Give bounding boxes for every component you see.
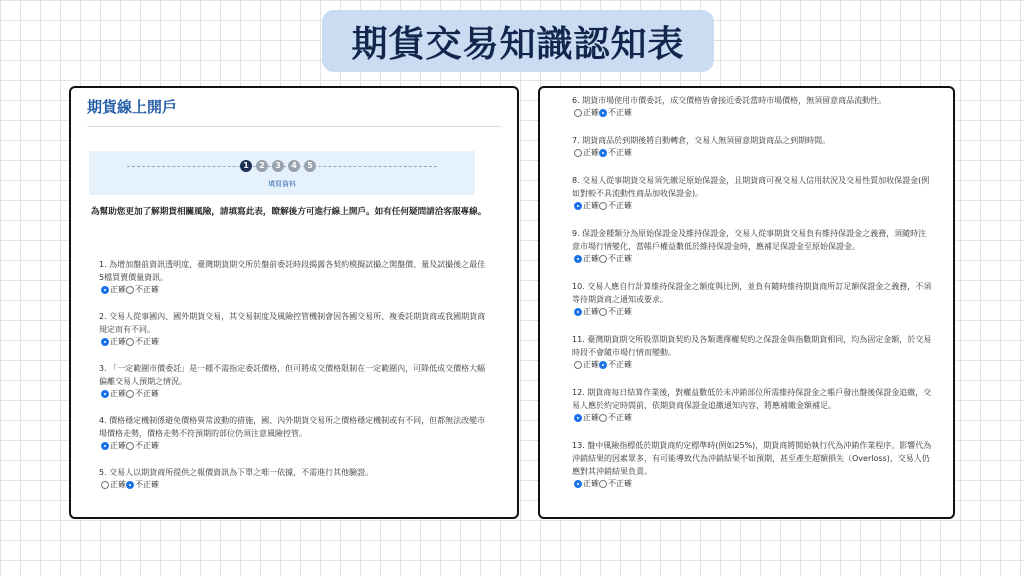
radio-button[interactable] xyxy=(126,481,134,489)
option-label: 正確 xyxy=(583,307,599,316)
option-correct[interactable] xyxy=(574,478,599,490)
answer-options xyxy=(574,412,934,424)
question-item xyxy=(562,174,934,212)
step-4: 4 xyxy=(288,160,300,172)
option-label: 正確 xyxy=(110,285,126,294)
option-label: 不正確 xyxy=(608,254,632,263)
option-label: 正確 xyxy=(583,413,599,422)
radio-button[interactable] xyxy=(574,361,582,369)
option-correct[interactable] xyxy=(101,388,126,400)
answer-options xyxy=(574,478,934,490)
panel-heading: 期貨線上開戶 xyxy=(87,96,501,127)
left-panel xyxy=(69,86,519,519)
right-panel xyxy=(538,86,955,519)
stepper-steps xyxy=(240,160,316,172)
option-incorrect[interactable] xyxy=(599,359,632,371)
question-item xyxy=(562,227,934,265)
question-item xyxy=(562,134,934,159)
option-correct[interactable] xyxy=(101,336,126,348)
option-label: 不正確 xyxy=(608,307,632,316)
option-correct[interactable] xyxy=(574,253,599,265)
option-label: 不正確 xyxy=(135,337,159,346)
question-item xyxy=(89,466,489,491)
answer-options xyxy=(101,440,489,452)
radio-button[interactable] xyxy=(599,480,607,488)
question-list-left xyxy=(89,258,489,505)
option-label: 不正確 xyxy=(608,360,632,369)
option-label: 正確 xyxy=(583,201,599,210)
question-item xyxy=(89,362,489,400)
option-correct[interactable] xyxy=(574,412,599,424)
title-banner xyxy=(322,10,714,72)
question-item xyxy=(89,414,489,452)
step-3: 3 xyxy=(272,160,284,172)
radio-button[interactable] xyxy=(574,480,582,488)
radio-button[interactable] xyxy=(126,338,134,346)
option-label: 不正確 xyxy=(608,479,632,488)
option-incorrect[interactable] xyxy=(599,200,632,212)
question-text: 7. 期貨商品於到期後將自動轉倉，交易人無須留意期貨商品之到期時間。 xyxy=(572,136,831,145)
question-text: 11. 臺灣期貨期交所股票期貨契約及各類選擇權契約之保證金與指數期貨相同，均為固定金額，於交易時段不會隨市場行情而變動。 xyxy=(572,335,932,357)
answer-options xyxy=(574,253,934,265)
question-text: 2. 交易人從事國內、國外期貨交易，其交易制度及風險控管機制會因各國交易所、複委託期貨商或我國期貨商規定而有不同。 xyxy=(99,312,486,334)
option-correct[interactable] xyxy=(574,200,599,212)
option-label: 不正確 xyxy=(608,108,632,117)
option-correct[interactable] xyxy=(574,107,599,119)
option-correct[interactable] xyxy=(574,306,599,318)
option-correct[interactable] xyxy=(101,440,126,452)
option-label: 不正確 xyxy=(135,389,159,398)
radio-button[interactable] xyxy=(574,109,582,117)
radio-button[interactable] xyxy=(574,414,582,422)
question-text: 12. 期貨商每日結算作業後，對權益數低於未沖銷部位所需維持保證金之帳戶發出盤後保證金追繳，交易人應於約定時間前，依期貨商保證金追繳通知內容，將應補繳金額補足。 xyxy=(572,388,932,410)
answer-options xyxy=(574,147,934,159)
option-incorrect[interactable] xyxy=(599,478,632,490)
option-label: 正確 xyxy=(583,479,599,488)
option-incorrect[interactable] xyxy=(126,284,159,296)
question-text: 3. 「一定範圍市價委託」是一種不需指定委託價格，但可將成交價格限制在一定範圍內，可降低成交價格大幅偏離交易人預期之情況。 xyxy=(99,364,486,386)
step-label: 填寫資料 xyxy=(268,180,296,188)
option-label: 不正確 xyxy=(135,480,159,489)
option-label: 正確 xyxy=(110,337,126,346)
option-label: 不正確 xyxy=(608,413,632,422)
progress-stepper xyxy=(89,151,475,195)
radio-button[interactable] xyxy=(101,286,109,294)
radio-button[interactable] xyxy=(126,442,134,450)
option-correct[interactable] xyxy=(574,147,599,159)
question-text: 6. 期貨市場使用市價委託，成交價格皆會接近委託當時市場價格，無須留意商品流動性。 xyxy=(572,96,887,105)
option-incorrect[interactable] xyxy=(126,440,159,452)
question-item xyxy=(562,386,934,424)
option-correct[interactable] xyxy=(101,284,126,296)
radio-button[interactable] xyxy=(101,442,109,450)
option-label: 正確 xyxy=(110,480,126,489)
page-title: 期貨交易知識認知表 xyxy=(351,23,685,65)
option-label: 正確 xyxy=(110,441,126,450)
radio-button[interactable] xyxy=(574,149,582,157)
answer-options xyxy=(574,306,934,318)
question-list-right xyxy=(562,94,934,505)
step-1: 1 xyxy=(240,160,252,172)
question-item xyxy=(89,258,489,296)
question-text: 5. 交易人以期貨商所提供之報價資訊為下單之唯一依據，不需進行其他驗證。 xyxy=(99,468,374,477)
radio-button[interactable] xyxy=(599,109,607,117)
option-incorrect[interactable] xyxy=(599,253,632,265)
option-incorrect[interactable] xyxy=(599,147,632,159)
option-incorrect[interactable] xyxy=(126,479,159,491)
radio-button[interactable] xyxy=(101,390,109,398)
option-incorrect[interactable] xyxy=(126,388,159,400)
radio-button[interactable] xyxy=(126,390,134,398)
step-2: 2 xyxy=(256,160,268,172)
option-label: 正確 xyxy=(583,108,599,117)
option-label: 正確 xyxy=(583,148,599,157)
answer-options xyxy=(101,479,489,491)
option-incorrect[interactable] xyxy=(126,336,159,348)
option-label: 不正確 xyxy=(608,148,632,157)
question-item xyxy=(562,333,934,371)
question-item xyxy=(562,94,934,119)
radio-button[interactable] xyxy=(574,308,582,316)
radio-button[interactable] xyxy=(599,149,607,157)
question-item xyxy=(562,439,934,490)
answer-options xyxy=(574,359,934,371)
answer-options xyxy=(101,388,489,400)
radio-button[interactable] xyxy=(599,414,607,422)
option-label: 不正確 xyxy=(608,201,632,210)
radio-button[interactable] xyxy=(574,255,582,263)
radio-button[interactable] xyxy=(101,481,109,489)
answer-options xyxy=(574,200,934,212)
question-text: 10. 交易人應自行計算維持保證金之額度與比例，並負有隨時維持期貨商所訂足額保證金之義務，不須等待期貨商之通知或要求。 xyxy=(572,282,932,304)
radio-button[interactable] xyxy=(599,361,607,369)
option-label: 正確 xyxy=(583,254,599,263)
option-label: 正確 xyxy=(110,389,126,398)
radio-button[interactable] xyxy=(599,202,607,210)
option-incorrect[interactable] xyxy=(599,107,632,119)
option-correct[interactable] xyxy=(574,359,599,371)
question-text: 4. 價格穩定機制係避免價格異常波動的措施，國、內外期貨交易所之價格穩定機制或有不同，但都無法改變市場價格走勢，價格走勢不符預期的部位仍須注意風險控管。 xyxy=(99,416,486,438)
option-correct[interactable] xyxy=(101,479,126,491)
radio-button[interactable] xyxy=(599,255,607,263)
question-text: 13. 盤中風險指標低於期貨商約定標準時(例如25%)，期貨商將開始執行代為沖銷作業程序。影響代為沖銷結果的因素眾多，有可能導致代為沖銷結果不如預期，甚至產生超額損失（Overloss)，交易人仍應對其沖銷結果負責。 xyxy=(572,441,932,476)
answer-options xyxy=(101,336,489,348)
question-item xyxy=(562,280,934,318)
answer-options xyxy=(101,284,489,296)
radio-button[interactable] xyxy=(126,286,134,294)
question-item xyxy=(89,310,489,348)
radio-button[interactable] xyxy=(574,202,582,210)
question-text: 9. 保證金種類分為原始保證金及維持保證金，交易人從事期貨交易負有維持保證金之義務，須隨時注意市場行情變化，當帳戶權益數低於維持保證金時，應補足保證金至原始保證金。 xyxy=(572,229,927,251)
question-text: 8. 交易人從事期貨交易須先繳足原始保證金，且期貨商可視交易人信用狀況及交易性質加收保證金(例如對較不具流動性商品加收保證金)。 xyxy=(572,176,930,198)
answer-options xyxy=(574,107,934,119)
radio-button[interactable] xyxy=(599,308,607,316)
option-incorrect[interactable] xyxy=(599,306,632,318)
option-label: 不正確 xyxy=(135,285,159,294)
radio-button[interactable] xyxy=(101,338,109,346)
option-label: 不正確 xyxy=(135,441,159,450)
intro-text: 為幫助您更加了解期貨相關風險，請填寫此表，瞭解後方可進行線上開戶。如有任何疑問請洽客服專線。 xyxy=(91,207,487,217)
question-text: 1. 為增加盤前資訊透明度，臺灣期貨期交所於盤前委託時段揭露各契約模擬試撮之開盤價、量及試撮後之最佳5檔買賣價量資訊。 xyxy=(99,260,486,282)
option-incorrect[interactable] xyxy=(599,412,632,424)
step-5: 5 xyxy=(304,160,316,172)
option-label: 正確 xyxy=(583,360,599,369)
